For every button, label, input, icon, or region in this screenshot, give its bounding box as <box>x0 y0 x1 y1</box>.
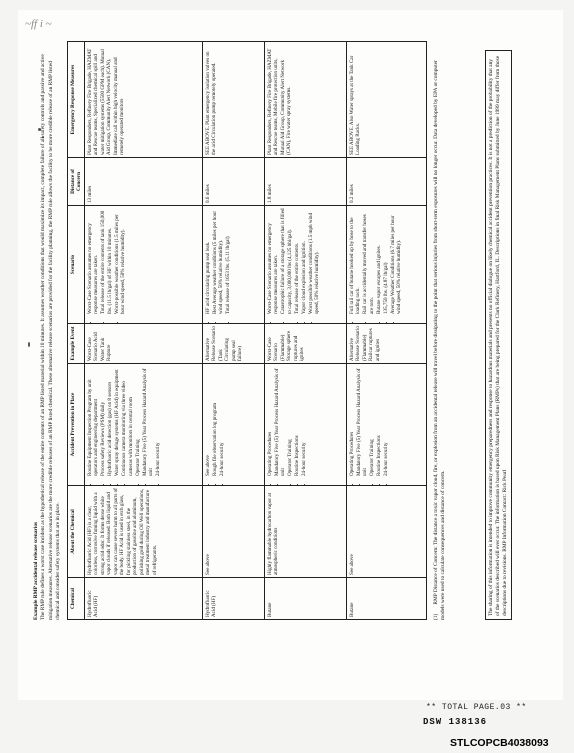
list-item: • Mandatory Five (5) Year Process Hazard Analysis of unit <box>356 366 369 476</box>
response-cell: SEE ABOVE. Also Water sprays at the Tank Car Loading Racks. <box>347 42 427 158</box>
disclaimer-box <box>485 50 512 620</box>
intro-heading: Example RMP accidental release scenarios <box>33 521 39 620</box>
list-item: • Water spray deluge systems (HF Acid) in equipment <box>114 366 121 476</box>
column-header: Accident Prevention in Place <box>68 364 85 486</box>
intro-text: The RMP rule defines a worst case incident as the hypothetical release of the entire contents of an RMP listed material within 10 minutes. It assumes weather conditions that would maximize its impact, complete failure of all safety controls and passive and active mitigation measures. Alternative release scenarios are the more credible releases of an RMP listed chemical. These alternative release scenarios are provided for the facility planning, the RMP rule allows the facility to be more credible release of an RMP listed chemical and consider safety systems that are in place. <box>40 54 61 620</box>
about-cell: See above <box>347 486 427 578</box>
list-item: • Total release of the entire contents of tank 150,000 lbs. (11.5 lb/gal) of HF within 10 minutes. <box>100 208 113 314</box>
scan-speck <box>28 342 30 347</box>
list-item: • See above <box>205 366 212 476</box>
scenario-cell <box>347 206 427 324</box>
list-item: • Worst-possible weather conditions (1.5 miles per hour wind speed, 50% relative humidity). <box>114 208 127 314</box>
prevention-cell <box>265 364 347 486</box>
list-item: • Continuous camera monitoring via three video cameras with monitors in central room <box>121 366 134 476</box>
table-row <box>85 42 203 620</box>
distance-cell: 0.2 miles <box>347 158 427 206</box>
scenario-cell <box>85 206 203 324</box>
event-cell: Worst-Case Scenario (Flammable) Storage sphere ruptures and ignites <box>265 324 347 364</box>
list-item: • Process safety Reviews (PSM) daily <box>100 366 107 476</box>
list-item: • HF acid circulating pump seal leak. <box>205 208 212 314</box>
list-item: • Operator Training <box>287 366 294 476</box>
list-item: • Rough file observation log program <box>212 366 219 476</box>
column-header: Example Event <box>68 324 85 364</box>
list-item: • Average Weather Conditions (6.7 miles per hour wind speed, 50% relative humidity). <box>390 208 403 314</box>
table-row <box>203 42 265 620</box>
rotated-document <box>33 42 528 620</box>
list-item: • Rail car is accidentally moved and transfer hoses are torn. <box>362 208 375 314</box>
column-header: Scenario <box>68 206 85 324</box>
list-item: • Routine Inspections <box>294 366 301 476</box>
distance-cell: 0.6 miles <box>203 158 265 206</box>
list-item: • Mandatory Five (5) Year Process Hazard Analysis of unit <box>142 366 155 476</box>
response-cell: Plant Responders, Refinery Fire Brigade, HAZMAT and Rescue teams, Specialized chemical spill and water mitigation systems (5500 GPM each). Mutual Aid Group, Community Alert Network (CAN), Immediate call within high velocity manual and remotely operated monitors <box>85 42 203 158</box>
list-item: • Best Average weather conditions (5 miles per hour wind speed, 50% relative humidity). <box>212 208 225 314</box>
list-item: • Catastrophic failure of a storage sphere that is filled to capacity, 3,000,000 lbs (4,125 bbl/gal). <box>280 208 293 314</box>
list-item: • Routine Inspections <box>376 366 383 476</box>
list-item: • Hydrofluoric acid detection (gas) on 8 sensors <box>107 366 114 476</box>
bates-number: STLCOPCB4038093 <box>450 737 549 749</box>
scenario-cell <box>203 206 265 324</box>
column-header: About the Chemical <box>68 486 85 578</box>
list-item: • 24-hour security <box>155 366 162 476</box>
disclaimer-text: The sharing of this information is intended to improve community emergency preparedness and response to hazardous materials and presents no official dialogue on likely chemical accident prevention practices. It is not a prediction of the probability that any of the scenarios described will ever occur. The information is based upon Risk Management Plans (RMPs) that are being prepared for the Clark Refinery, Hartford, IL. Descriptions in final Risk Management Plans submitted by June 1999 may differ from those descriptions due to revisions. RMP Information Contact: Rick Pearl <box>488 55 509 616</box>
list-item: • 24-hour security <box>219 366 226 476</box>
list-item: • Mandatory Five (5) Year Process Hazard Analysis of unit <box>274 366 287 476</box>
column-header: Chemical <box>68 578 85 620</box>
distance-cell: 1.8 miles <box>265 158 347 206</box>
list-item: • Total release of the entire contents. <box>294 208 301 314</box>
footnote-text: RMP Distance of Concern: The distance a toxic vapor cloud, fire, or explosion from an accidental release will travel before dissipating to the point that serious injuries from short-term exposures will no longer occur. Data developed by EPA or computer models were used to calculate consequences and distance of concern. <box>433 60 447 620</box>
dsw-stamp: DSW 138136 <box>423 717 488 727</box>
prevention-cell <box>85 364 203 486</box>
footnote <box>433 50 447 620</box>
response-cell: SEE ABOVE. Plant emergency isolation valves on the acid Circulation pump remotely operated. <box>203 42 265 158</box>
list-item: • Butane vapor escapes and ignites. <box>376 208 383 314</box>
intro-block <box>33 50 62 620</box>
chemical-cell: Hydrofluoric Acid (HF) <box>203 578 265 620</box>
scenario-table <box>67 41 427 620</box>
event-cell: Alternative Release Scenario (Flammable) Railcar ruptures and ignites <box>347 324 427 364</box>
list-item: • 24-hour security <box>301 366 308 476</box>
list-item: • Operator Training <box>369 366 376 476</box>
column-header: Distance of Concern <box>68 158 85 206</box>
total-page-stamp: ** TOTAL PAGE.03 ** <box>426 703 527 712</box>
table-row <box>347 42 427 620</box>
column-header: Emergency Response Measures <box>68 42 85 158</box>
about-cell: Highly flammable hydrocarbon vapor at atmospheric conditions <box>265 486 347 578</box>
footnote-number: (1) <box>433 613 439 620</box>
list-item: • Worst-Case Scenario assumes no emergency response measures are taken. <box>267 208 280 314</box>
list-item: • Operating Procedures <box>349 366 356 476</box>
list-item: • Operating Procedures <box>267 366 274 476</box>
prevention-cell <box>347 364 427 486</box>
prevention-cell <box>203 364 265 486</box>
about-cell: Hydrofluoric Acid (HF) is a clear, colorless, corrosive fuming liquid with a strong acrid odor. It forms dense white vapor clouds if released. Both liquid and vapor can cause severe harm to all parts of the body. HF Acid is used in etch glass, for pickling stainless steel, in the production of gasoline and aluminum, polishing gold during Oil Well operations, metal treatment industry and manufacture of refrigerants. <box>85 486 203 578</box>
list-item: • Total release of 1653 lbs. (5.11 lb/gal) <box>225 208 232 314</box>
list-item: • Full rail car of butane hooked up by hose to the loading rack. <box>349 208 362 314</box>
scenario-cell <box>265 206 347 324</box>
table-row <box>265 42 347 620</box>
list-item: • 135,750 lbs. (4.87 lb/gal) <box>383 208 390 314</box>
pencil-mark: ~ff i ~ <box>25 18 52 30</box>
event-cell: Worst-Case Scenario Acid Water Tank Rupture <box>85 324 203 364</box>
about-cell: See above <box>203 486 265 578</box>
distance-cell: 13 miles <box>85 158 203 206</box>
list-item: • Routine Equipment Inspection Program by unit operators and engineering department <box>87 366 100 476</box>
chemical-cell: Butane <box>347 578 427 620</box>
chemical-cell: Butane <box>265 578 347 620</box>
list-item: • Vapor cloud explosion and ignition. <box>301 208 308 314</box>
list-item: • Worst-Case Scenario assumes no emergency response measures are taken. <box>87 208 100 314</box>
response-cell: Plant Responders, Refinery Fire Brigade, HAZMAT and Rescue teams, Mobile fire protection units, Mutual Aid Group, Community Alert Network (CAN), Fire water spray systems. <box>265 42 347 158</box>
list-item: • Worst possible weather conditions (1.5 mph wind speed, 50% relative humidity). <box>308 208 321 314</box>
event-cell: Alternative Release Scenario (Tank Circulating pump seal failure) <box>203 324 265 364</box>
list-item: • Operator Training <box>135 366 142 476</box>
table-header-row <box>68 42 85 620</box>
chemical-cell: Hydrofluoric Acid (HF) <box>85 578 203 620</box>
list-item: • 24-hour security <box>383 366 390 476</box>
